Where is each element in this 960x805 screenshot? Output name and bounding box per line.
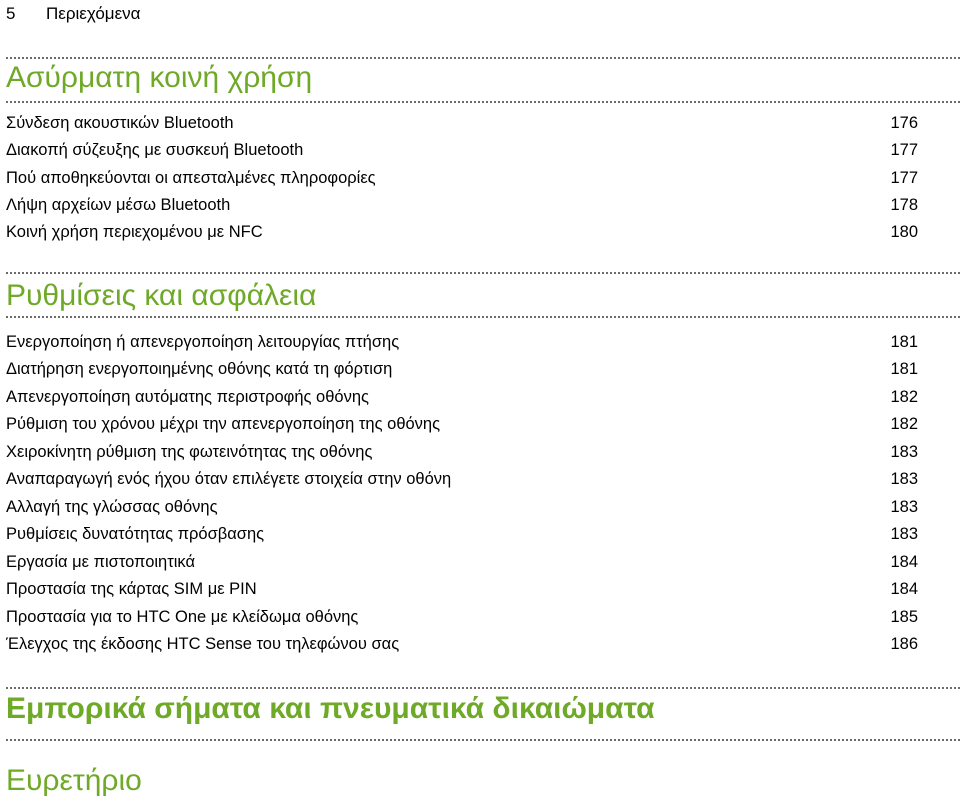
toc-entry-page: 180 bbox=[890, 223, 918, 241]
toc-entry[interactable] bbox=[6, 606, 918, 628]
toc-entry-text: Κοινή χρήση περιεχομένου με NFC bbox=[6, 223, 263, 241]
toc-entry-text: Διακοπή σύζευξης με συσκευή Bluetooth bbox=[6, 141, 304, 159]
toc-entry-text: Ενεργοποίηση ή απενεργοποίηση λειτουργίας πτήσης bbox=[6, 333, 400, 351]
toc-entry-page: 182 bbox=[890, 415, 918, 433]
toc-entry-text: Εργασία με πιστοποιητικά bbox=[6, 553, 196, 571]
toc-entry-text: Ρύθμιση του χρόνου μέχρι την απενεργοποίηση της οθόνης bbox=[6, 415, 441, 433]
toc-entry[interactable] bbox=[6, 221, 918, 243]
toc-entry-text: Ρυθμίσεις δυνατότητας πρόσβασης bbox=[6, 525, 265, 543]
toc-entry[interactable] bbox=[6, 358, 918, 380]
section-title-trademarks[interactable]: Εμπορικά σήματα και πνευματικά δικαιώματα bbox=[6, 692, 655, 725]
toc-entry[interactable] bbox=[6, 441, 918, 463]
section-title-settings-security[interactable]: Ρυθμίσεις και ασφάλεια bbox=[6, 279, 317, 312]
section-separator bbox=[6, 272, 960, 274]
toc-entry-page: 183 bbox=[890, 498, 918, 516]
toc-entry-page: 182 bbox=[890, 388, 918, 406]
page-header bbox=[6, 3, 141, 25]
toc-entry-text: Χειροκίνητη ρύθμιση της φωτεινότητας της οθόνης bbox=[6, 443, 373, 461]
toc-entry[interactable] bbox=[6, 194, 918, 216]
section-separator bbox=[6, 739, 960, 741]
toc-entry[interactable] bbox=[6, 496, 918, 518]
section-title-wireless-sharing[interactable]: Ασύρματη κοινή χρήση bbox=[6, 61, 313, 94]
toc-entry[interactable] bbox=[6, 139, 918, 161]
toc-entry-page: 177 bbox=[890, 169, 918, 187]
toc-entry-page: 183 bbox=[890, 443, 918, 461]
toc-entry-page: 178 bbox=[890, 196, 918, 214]
toc-entry[interactable] bbox=[6, 167, 918, 189]
toc-entry[interactable] bbox=[6, 578, 918, 600]
page-number: 5 bbox=[6, 4, 16, 23]
toc-entry[interactable] bbox=[6, 551, 918, 573]
toc-entry-page: 181 bbox=[890, 360, 918, 378]
toc-entry[interactable] bbox=[6, 468, 918, 490]
toc-entry-page: 184 bbox=[890, 553, 918, 571]
section-separator bbox=[6, 101, 960, 103]
toc-entry-text: Προστασία της κάρτας SIM με PIN bbox=[6, 580, 257, 598]
header-title: Περιεχόμενα bbox=[46, 4, 141, 23]
section-separator bbox=[6, 57, 960, 59]
section-separator bbox=[6, 687, 960, 689]
toc-entry-page: 184 bbox=[890, 580, 918, 598]
toc-entry[interactable] bbox=[6, 633, 918, 655]
toc-entry-page: 185 bbox=[890, 608, 918, 626]
toc-entry-text: Πού αποθηκεύονται οι απεσταλμένες πληροφορίες bbox=[6, 169, 376, 187]
toc-entry-page: 183 bbox=[890, 525, 918, 543]
toc-entry[interactable] bbox=[6, 331, 918, 353]
toc-entry[interactable] bbox=[6, 386, 918, 408]
toc-entry-text: Λήψη αρχείων μέσω Bluetooth bbox=[6, 196, 231, 214]
toc-entry-text: Σύνδεση ακουστικών Bluetooth bbox=[6, 114, 234, 132]
toc-entry[interactable] bbox=[6, 413, 918, 435]
toc-entry-text: Αναπαραγωγή ενός ήχου όταν επιλέγετε στοιχεία στην οθόνη bbox=[6, 470, 452, 488]
toc-entry-page: 176 bbox=[890, 114, 918, 132]
toc-entry-text: Διατήρηση ενεργοποιημένης οθόνης κατά τη φόρτιση bbox=[6, 360, 393, 378]
section-separator bbox=[6, 316, 960, 318]
toc-entry-text: Αλλαγή της γλώσσας οθόνης bbox=[6, 498, 218, 516]
toc-entry-page: 186 bbox=[890, 635, 918, 653]
section-title-index[interactable]: Ευρετήριο bbox=[6, 764, 142, 797]
toc-entry-text: Έλεγχος της έκδοσης HTC Sense του τηλεφώνου σας bbox=[6, 635, 400, 653]
toc-entry-text: Απενεργοποίηση αυτόματης περιστροφής οθόνης bbox=[6, 388, 369, 406]
toc-entry-text: Προστασία για το HTC One με κλείδωμα οθόνης bbox=[6, 608, 359, 626]
toc-entry-page: 177 bbox=[890, 141, 918, 159]
toc-entry[interactable] bbox=[6, 523, 918, 545]
toc-entry-page: 181 bbox=[890, 333, 918, 351]
toc-entry-page: 183 bbox=[890, 470, 918, 488]
toc-entry[interactable] bbox=[6, 112, 918, 134]
